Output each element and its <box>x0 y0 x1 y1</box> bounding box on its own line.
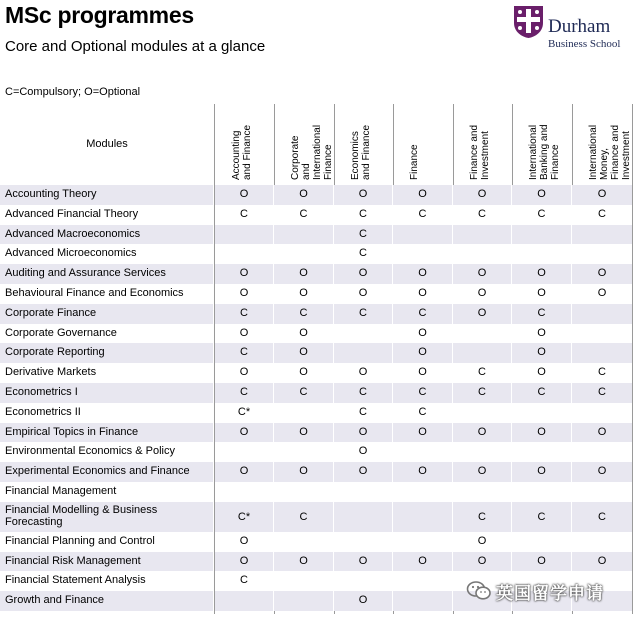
table-cell <box>393 532 452 552</box>
table-cell <box>393 591 452 611</box>
table-cell: C <box>393 205 452 225</box>
table-cell: O <box>453 532 511 552</box>
table-cell <box>274 225 333 245</box>
table-cell: O <box>334 423 392 443</box>
table-row <box>0 343 632 363</box>
module-name: Auditing and Assurance Services <box>0 264 213 284</box>
table-cell: O <box>393 462 452 482</box>
table-cell: O <box>274 185 333 205</box>
module-name: Corporate Governance <box>0 324 213 344</box>
table-cell: O <box>453 284 511 304</box>
table-cell: O <box>393 552 452 572</box>
table-cell <box>215 591 273 611</box>
table-cell <box>215 225 273 245</box>
module-name: Derivative Markets <box>0 363 213 383</box>
table-cell: O <box>453 423 511 443</box>
table-cell: C <box>274 205 333 225</box>
table-cell: O <box>334 185 392 205</box>
table-cell: O <box>453 304 511 324</box>
legend-text: C=Compulsory; O=Optional <box>5 86 141 98</box>
table-cell: C <box>572 205 632 225</box>
table-cell: O <box>512 324 571 344</box>
table-cell: C <box>512 502 571 532</box>
module-name: Financial Modelling & Business Forecasting <box>0 502 213 532</box>
table-cell <box>572 442 632 462</box>
table-cell: C <box>274 502 333 532</box>
table-cell <box>453 225 511 245</box>
module-name: Financial Risk Management <box>0 552 213 572</box>
table-cell: O <box>572 264 632 284</box>
table-cell: C <box>334 205 392 225</box>
table-cell: O <box>453 552 511 572</box>
column-header <box>231 104 286 180</box>
table-cell: O <box>274 284 333 304</box>
table-cell: O <box>274 363 333 383</box>
table-cell: C <box>334 225 392 245</box>
table-row <box>0 442 632 462</box>
table-cell: C <box>393 304 452 324</box>
table-cell: C <box>274 383 333 403</box>
table-cell <box>274 591 333 611</box>
table-cell <box>572 482 632 502</box>
column-header <box>290 104 345 180</box>
table-cell: C <box>215 571 273 591</box>
table-cell: C <box>215 383 273 403</box>
table-cell: O <box>393 185 452 205</box>
module-name: Econometrics I <box>0 383 213 403</box>
table-cell <box>512 442 571 462</box>
table-cell <box>572 304 632 324</box>
table-cell: O <box>274 324 333 344</box>
table-cell <box>393 502 452 532</box>
table-row <box>0 532 632 552</box>
table-row <box>0 423 632 443</box>
wechat-icon <box>466 578 492 604</box>
table-cell <box>453 442 511 462</box>
table-cell: C <box>215 343 273 363</box>
table-cell: O <box>334 462 392 482</box>
table-cell: C <box>334 403 392 423</box>
module-name: Experimental Economics and Finance <box>0 462 213 482</box>
grid-line <box>632 104 633 614</box>
table-row <box>0 383 632 403</box>
table-cell: O <box>453 185 511 205</box>
table-cell: O <box>215 284 273 304</box>
table-cell: O <box>215 264 273 284</box>
table-cell: C <box>334 304 392 324</box>
table-cell: C <box>453 363 511 383</box>
wechat-watermark <box>466 572 640 610</box>
table-row <box>0 363 632 383</box>
table-row <box>0 185 632 205</box>
table-row <box>0 264 632 284</box>
table-cell: O <box>215 552 273 572</box>
table-cell: C <box>215 205 273 225</box>
table-cell: O <box>453 264 511 284</box>
module-name: Corporate Finance <box>0 304 213 324</box>
column-header-label: Finance <box>409 144 420 180</box>
table-cell: O <box>512 423 571 443</box>
module-name: Behavioural Finance and Economics <box>0 284 213 304</box>
table-cell: O <box>334 552 392 572</box>
table-cell: C <box>334 244 392 264</box>
table-cell: O <box>215 532 273 552</box>
table-row <box>0 225 632 245</box>
column-header-label: Accounting and Finance <box>231 124 253 180</box>
table-cell: O <box>512 552 571 572</box>
module-name: Accounting Theory <box>0 185 213 205</box>
table-cell <box>572 324 632 344</box>
table-row <box>0 482 632 502</box>
table-cell: O <box>334 264 392 284</box>
table-cell: O <box>215 462 273 482</box>
watermark-text: 英国留学申请 <box>496 583 604 603</box>
table-cell: O <box>334 442 392 462</box>
table-cell <box>512 403 571 423</box>
table-cell: O <box>572 185 632 205</box>
column-header-label: Finance and Investment <box>469 124 491 180</box>
table-cell: O <box>393 423 452 443</box>
table-cell: C <box>274 304 333 324</box>
column-header <box>409 104 464 180</box>
logo-school: Business School <box>548 38 621 50</box>
table-cell: O <box>393 264 452 284</box>
table-cell <box>274 442 333 462</box>
table-cell <box>453 324 511 344</box>
table-cell: O <box>512 264 571 284</box>
table-cell: O <box>334 591 392 611</box>
table-cell: C <box>393 383 452 403</box>
table-cell: O <box>453 462 511 482</box>
table-cell <box>274 532 333 552</box>
table-cell: O <box>512 343 571 363</box>
column-header <box>469 104 524 180</box>
table-row <box>0 324 632 344</box>
table-cell <box>572 532 632 552</box>
table-cell <box>572 403 632 423</box>
column-header-label: International Money, Finance and Investment <box>588 124 632 180</box>
table-cell <box>334 571 392 591</box>
table-row <box>0 244 632 264</box>
table-cell: C <box>453 205 511 225</box>
column-header <box>528 104 583 180</box>
table-cell <box>512 532 571 552</box>
table-cell <box>512 225 571 245</box>
table-cell: O <box>393 324 452 344</box>
table-cell: C <box>572 502 632 532</box>
table-row <box>0 205 632 225</box>
module-name: Advanced Macroeconomics <box>0 225 213 245</box>
table-row <box>0 403 632 423</box>
table-cell <box>393 244 452 264</box>
table-cell <box>274 403 333 423</box>
table-cell: O <box>274 462 333 482</box>
module-name: Financial Statement Analysis <box>0 571 213 591</box>
table-cell <box>215 244 273 264</box>
table-cell <box>334 343 392 363</box>
module-name: Advanced Microeconomics <box>0 244 213 264</box>
table-cell: C <box>393 403 452 423</box>
table-cell <box>334 324 392 344</box>
table-cell <box>512 244 571 264</box>
table-cell <box>512 482 571 502</box>
table-cell: O <box>334 363 392 383</box>
page-title: MSc programmes <box>5 2 194 28</box>
table-cell: O <box>334 284 392 304</box>
table-cell: O <box>274 343 333 363</box>
table-cell <box>393 442 452 462</box>
table-cell: O <box>572 552 632 572</box>
table-cell: C <box>334 383 392 403</box>
module-name: Empirical Topics in Finance <box>0 423 213 443</box>
table-cell <box>334 532 392 552</box>
table-cell: C <box>512 205 571 225</box>
table-cell <box>453 343 511 363</box>
column-header-label: International Banking and Finance <box>528 124 561 180</box>
table-cell <box>453 482 511 502</box>
column-header-label: Economics and Finance <box>350 124 372 180</box>
table-cell: O <box>274 264 333 284</box>
table-cell <box>393 571 452 591</box>
durham-logo <box>513 5 635 53</box>
table-cell: O <box>512 462 571 482</box>
table-cell <box>334 482 392 502</box>
module-name: Environmental Economics & Policy <box>0 442 213 462</box>
column-header-label: Corporate and International Finance <box>290 124 334 180</box>
table-cell: C <box>512 383 571 403</box>
table-cell <box>393 225 452 245</box>
table-cell <box>572 343 632 363</box>
logo-name: Durham <box>548 16 611 37</box>
table-cell: O <box>572 462 632 482</box>
module-name: Financial Management <box>0 482 213 502</box>
table-cell: O <box>512 284 571 304</box>
table-cell: C <box>453 383 511 403</box>
table-cell: O <box>572 423 632 443</box>
table-cell: O <box>393 343 452 363</box>
table-row <box>0 552 632 572</box>
table-cell: C* <box>215 502 273 532</box>
column-header <box>350 104 405 180</box>
table-cell <box>334 502 392 532</box>
table-row <box>0 284 632 304</box>
table-cell <box>572 225 632 245</box>
table-cell <box>215 442 273 462</box>
table-cell <box>453 244 511 264</box>
table-cell: O <box>274 423 333 443</box>
table-row <box>0 462 632 482</box>
table-cell: C <box>453 502 511 532</box>
table-row <box>0 502 632 532</box>
table-cell <box>274 571 333 591</box>
table-cell: O <box>393 284 452 304</box>
table-cell: C <box>215 304 273 324</box>
table-cell: O <box>215 324 273 344</box>
table-cell: O <box>393 363 452 383</box>
module-name: Corporate Reporting <box>0 343 213 363</box>
table-cell: C <box>572 383 632 403</box>
table-cell <box>215 482 273 502</box>
table-cell <box>393 482 452 502</box>
module-name: Econometrics II <box>0 403 213 423</box>
modules-column-header: Modules <box>86 138 128 150</box>
table-cell: C <box>512 304 571 324</box>
page-subtitle: Core and Optional modules at a glance <box>5 38 266 55</box>
table-cell: O <box>512 363 571 383</box>
table-cell <box>453 403 511 423</box>
table-cell: O <box>512 185 571 205</box>
table-cell: C* <box>215 403 273 423</box>
table-cell <box>274 244 333 264</box>
table-cell: O <box>215 185 273 205</box>
module-name: Financial Planning and Control <box>0 532 213 552</box>
table-cell: O <box>215 423 273 443</box>
table-cell: O <box>274 552 333 572</box>
table-row <box>0 304 632 324</box>
table-cell: O <box>572 284 632 304</box>
module-name: Advanced Financial Theory <box>0 205 213 225</box>
table-cell <box>274 482 333 502</box>
table-cell: C <box>572 363 632 383</box>
module-name: Growth and Finance <box>0 591 213 611</box>
table-cell <box>572 244 632 264</box>
table-cell: O <box>215 363 273 383</box>
durham-crest-icon <box>513 5 544 39</box>
